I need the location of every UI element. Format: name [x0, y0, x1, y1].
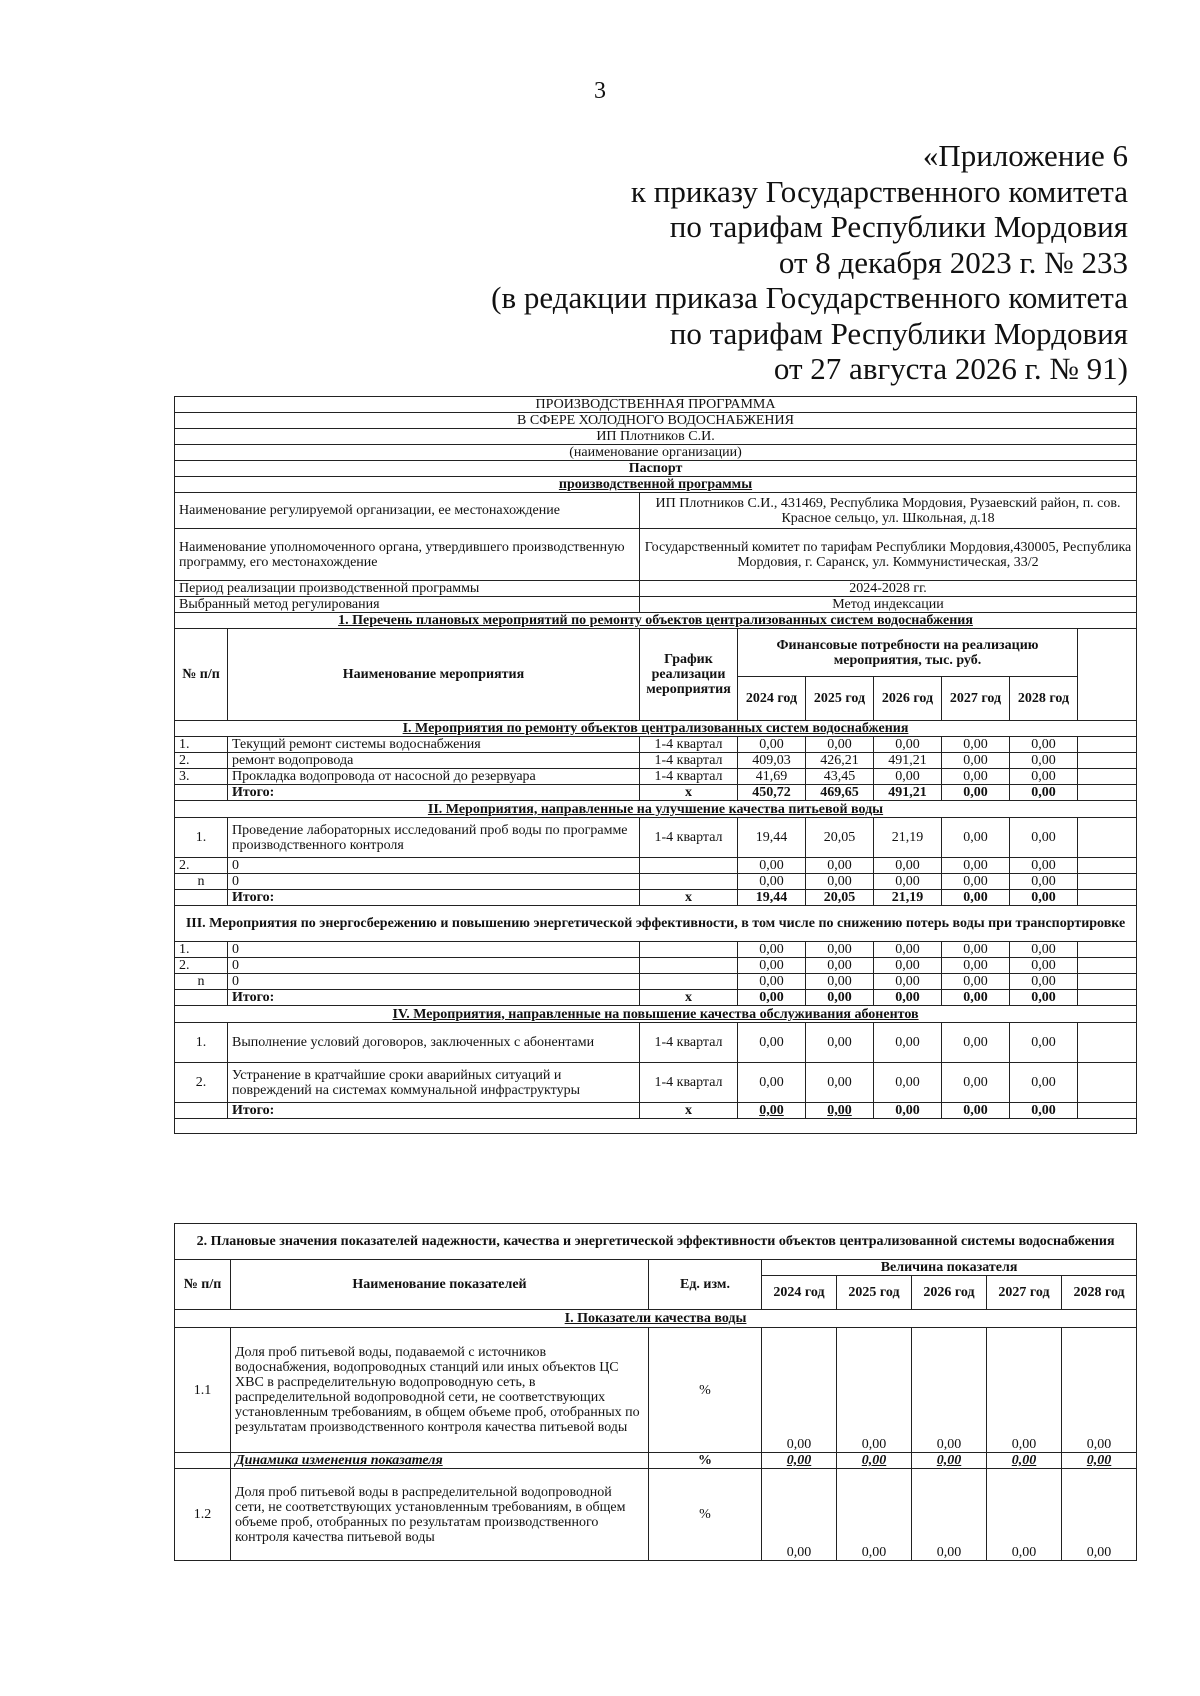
empty-cell	[175, 785, 228, 801]
row-schedule: 1-4 квартал	[640, 818, 738, 858]
col-header-year: 2027 год	[942, 677, 1010, 721]
empty-cell	[1078, 858, 1137, 874]
col-header-year: 2025 год	[806, 677, 874, 721]
passport-org-value: ИП Плотников С.И., 431469, Республика Мордовия, Рузаевский район, п. сов. Красное сельцо, ул. Школьная, д.18	[640, 493, 1137, 529]
total-value: 0,00	[1010, 990, 1078, 1006]
empty-cell	[1078, 942, 1137, 958]
empty-cell	[1078, 737, 1137, 753]
total-schedule: х	[640, 990, 738, 1006]
total-value: 469,65	[806, 785, 874, 801]
row-value: 0,00	[837, 1469, 912, 1561]
col-header-value: Величина показателя	[762, 1260, 1137, 1276]
row-value: 0,00	[874, 1023, 942, 1063]
total-value: 0,00	[942, 785, 1010, 801]
row-value: 0,00	[942, 1063, 1010, 1103]
total-value: 0,00	[874, 1103, 942, 1119]
row-schedule: 1-4 квартал	[640, 1063, 738, 1103]
row-num: 1.	[175, 1023, 228, 1063]
total-schedule: х	[640, 785, 738, 801]
empty-cell	[1078, 1023, 1137, 1063]
empty-cell	[175, 1103, 228, 1119]
passport-period-value: 2024-2028 гг.	[640, 581, 1137, 597]
row-value: 0,00	[942, 958, 1010, 974]
row-value: 0,00	[1010, 858, 1078, 874]
col-header-num: № п/п	[175, 629, 228, 721]
row-name: ремонт водопровода	[228, 753, 640, 769]
total-value: 0,00	[942, 890, 1010, 906]
row-value: 0,00	[874, 737, 942, 753]
row-value: 0,00	[738, 874, 806, 890]
row-value: 21,19	[874, 818, 942, 858]
passport-title: Паспорт	[175, 461, 1137, 477]
appendix-header-line: от 8 декабря 2023 г. № 233	[778, 244, 1128, 280]
section1-title: 1. Перечень плановых мероприятий по ремонту объектов централизованных систем водоснабжения	[175, 613, 1137, 629]
row-schedule	[640, 942, 738, 958]
passport-method-label: Выбранный метод регулирования	[175, 597, 640, 613]
row-value: 0,00	[762, 1328, 837, 1453]
total-value: 450,72	[738, 785, 806, 801]
row-num: 2.	[175, 958, 228, 974]
col-header-fin: Финансовые потребности на реализацию мероприятия, тыс. руб.	[738, 629, 1078, 677]
col-header-unit: Ед. изм.	[649, 1260, 762, 1310]
row-num: 1.	[175, 942, 228, 958]
col-header-year: 2027 год	[987, 1276, 1062, 1310]
total-value: 0,00	[806, 1103, 874, 1119]
dynamics-value: 0,00	[762, 1453, 837, 1469]
row-value: 19,44	[738, 818, 806, 858]
row-value: 0,00	[806, 858, 874, 874]
total-value: 0,00	[942, 990, 1010, 1006]
total-value: 19,44	[738, 890, 806, 906]
row-num: 2.	[175, 753, 228, 769]
empty-cell	[175, 890, 228, 906]
row-name: 0	[228, 958, 640, 974]
row-value: 0,00	[738, 1063, 806, 1103]
row-schedule	[640, 874, 738, 890]
row-value: 41,69	[738, 769, 806, 785]
row-value: 0,00	[1062, 1328, 1137, 1453]
passport-org-label: Наименование регулируемой организации, ее местонахождение	[175, 493, 640, 529]
group-title: I. Показатели качества воды	[175, 1310, 1137, 1328]
col-header-name: Наименование показателей	[231, 1260, 649, 1310]
row-num: 1.	[175, 818, 228, 858]
row-value: 0,00	[806, 737, 874, 753]
row-value: 0,00	[1010, 753, 1078, 769]
row-value: 0,00	[942, 769, 1010, 785]
row-value: 0,00	[942, 974, 1010, 990]
row-name: Доля проб питьевой воды, подаваемой с источников водоснабжения, водопроводных станций или иных объектов ЦС ХВС в распределительную водопроводную сеть, в распределительной водопроводной сети, не соответствующих установленным требованиям, в общем объеме проб, отобранных по результатам производственного контроля качества питьевой воды	[231, 1328, 649, 1453]
total-schedule: х	[640, 1103, 738, 1119]
row-value: 0,00	[1010, 737, 1078, 753]
row-value: 0,00	[1010, 818, 1078, 858]
row-schedule: 1-4 квартал	[640, 769, 738, 785]
row-value: 0,00	[874, 958, 942, 974]
row-value: 0,00	[806, 1063, 874, 1103]
empty-cell	[1078, 974, 1137, 990]
col-header-year: 2024 год	[738, 677, 806, 721]
row-value: 0,00	[762, 1469, 837, 1561]
appendix-header-line: от 27 августа 2026 г. № 91)	[773, 351, 1128, 386]
row-name: 0	[228, 874, 640, 890]
empty-cell	[1078, 1063, 1137, 1103]
empty-cell	[1078, 890, 1137, 906]
row-value: 0,00	[738, 958, 806, 974]
empty-cell	[1078, 769, 1137, 785]
row-name: 0	[228, 942, 640, 958]
passport-authority-value: Государственный комитет по тарифам Республики Мордовия,430005, Республика Мордовия, г. Саранск, ул. Коммунистическая, 33/2	[640, 529, 1137, 581]
empty-cell	[1078, 958, 1137, 974]
row-value: 0,00	[942, 1023, 1010, 1063]
row-value: 0,00	[874, 942, 942, 958]
dynamics-value: 0,00	[987, 1453, 1062, 1469]
empty-cell	[1078, 753, 1137, 769]
production-program-table	[174, 396, 1137, 1134]
row-name: Устранение в кратчайшие сроки аварийных ситуаций и повреждений на системах коммунальной инфраструктуры	[228, 1063, 640, 1103]
dynamics-value: 0,00	[837, 1453, 912, 1469]
total-label: Итого:	[228, 1103, 640, 1119]
row-value: 0,00	[738, 737, 806, 753]
row-value: 0,00	[942, 737, 1010, 753]
col-header-schedule: График реализации мероприятия	[640, 629, 738, 721]
row-value: 0,00	[1010, 1023, 1078, 1063]
row-value: 0,00	[1062, 1469, 1137, 1561]
row-value: 409,03	[738, 753, 806, 769]
row-value: 0,00	[837, 1328, 912, 1453]
row-value: 0,00	[942, 874, 1010, 890]
page-number: 3	[594, 78, 606, 104]
row-num: n	[175, 874, 228, 890]
row-num: 2.	[175, 858, 228, 874]
total-value: 20,05	[806, 890, 874, 906]
row-value: 0,00	[738, 942, 806, 958]
program-subtitle: В СФЕРЕ ХОЛОДНОГО ВОДОСНАБЖЕНИЯ	[175, 413, 1137, 429]
row-schedule	[640, 958, 738, 974]
row-name: Прокладка водопровода от насосной до резервуара	[228, 769, 640, 785]
col-header-name: Наименование мероприятия	[228, 629, 640, 721]
col-header-year: 2026 год	[912, 1276, 987, 1310]
total-value: 0,00	[1010, 785, 1078, 801]
row-value: 0,00	[1010, 769, 1078, 785]
row-value: 0,00	[942, 858, 1010, 874]
appendix-header-line: по тарифам Республики Мордовия	[669, 209, 1128, 244]
row-name: Проведение лабораторных исследований проб воды по программе производственного контроля	[228, 818, 640, 858]
total-label: Итого:	[228, 890, 640, 906]
row-value: 0,00	[942, 818, 1010, 858]
row-value: 0,00	[1010, 874, 1078, 890]
empty-cell	[1078, 629, 1137, 721]
empty-cell	[175, 990, 228, 1006]
row-value: 0,00	[874, 874, 942, 890]
group-title: II. Мероприятия, направленные на улучшение качества питьевой воды	[175, 801, 1137, 818]
total-value: 0,00	[1010, 890, 1078, 906]
empty-cell	[175, 1453, 231, 1469]
row-value: 0,00	[806, 974, 874, 990]
passport-period-label: Период реализации производственной программы	[175, 581, 640, 597]
row-value: 43,45	[806, 769, 874, 785]
row-value: 0,00	[1010, 1063, 1078, 1103]
row-value: 0,00	[806, 942, 874, 958]
passport-authority-label: Наименование уполномоченного органа, утвердившего производственную программу, его местонахождение	[175, 529, 640, 581]
col-header-year: 2028 год	[1062, 1276, 1137, 1310]
group-title: I. Мероприятия по ремонту объектов централизованных систем водоснабжения	[175, 721, 1137, 737]
dynamics-value: 0,00	[912, 1453, 987, 1469]
row-value: 0,00	[874, 974, 942, 990]
empty-cell	[1078, 785, 1137, 801]
program-title: ПРОИЗВОДСТВЕННАЯ ПРОГРАММА	[175, 397, 1137, 413]
total-value: 0,00	[942, 1103, 1010, 1119]
row-value: 0,00	[738, 858, 806, 874]
total-value: 21,19	[874, 890, 942, 906]
row-unit: %	[649, 1328, 762, 1453]
row-value: 0,00	[874, 858, 942, 874]
total-value: 0,00	[806, 990, 874, 1006]
row-value: 0,00	[942, 942, 1010, 958]
row-value: 0,00	[806, 958, 874, 974]
total-label: Итого:	[228, 785, 640, 801]
total-schedule: х	[640, 890, 738, 906]
row-value: 0,00	[806, 874, 874, 890]
row-schedule	[640, 974, 738, 990]
row-schedule: 1-4 квартал	[640, 753, 738, 769]
col-header-year: 2024 год	[762, 1276, 837, 1310]
row-value: 0,00	[874, 1063, 942, 1103]
empty-cell	[1078, 990, 1137, 1006]
row-num: n	[175, 974, 228, 990]
appendix-header-line: (в редакции приказа Государственного комитета	[491, 280, 1128, 315]
indicators-table	[174, 1223, 1137, 1561]
dynamics-value: 0,00	[1062, 1453, 1137, 1469]
group-title: IV. Мероприятия, направленные на повышение качества обслуживания абонентов	[175, 1006, 1137, 1023]
empty-cell	[1078, 818, 1137, 858]
section2-title: 2. Плановые значения показателей надежности, качества и энергетической эффективности объектов централизованной системы водоснабжения	[175, 1224, 1137, 1260]
passport-subtitle: производственной программы	[175, 477, 1137, 493]
row-value: 0,00	[942, 753, 1010, 769]
row-value: 0,00	[912, 1469, 987, 1561]
row-num: 1.2	[175, 1469, 231, 1561]
row-value: 0,00	[806, 1023, 874, 1063]
passport-method-value: Метод индексации	[640, 597, 1137, 613]
organization-name: ИП Плотников С.И.	[175, 429, 1137, 445]
total-value: 0,00	[738, 990, 806, 1006]
row-value: 426,21	[806, 753, 874, 769]
total-value: 0,00	[738, 1103, 806, 1119]
row-schedule: 1-4 квартал	[640, 737, 738, 753]
row-value: 0,00	[1010, 942, 1078, 958]
row-value: 0,00	[987, 1469, 1062, 1561]
row-name: Выполнение условий договоров, заключенных с абонентами	[228, 1023, 640, 1063]
appendix-header-line: по тарифам Республики Мордовия	[669, 315, 1128, 351]
dynamics-label: Динамика изменения показателя	[231, 1453, 649, 1469]
col-header-year: 2026 год	[874, 677, 942, 721]
col-header-year: 2028 год	[1010, 677, 1078, 721]
row-name: 0	[228, 858, 640, 874]
total-label: Итого:	[228, 990, 640, 1006]
empty-cell	[1078, 1103, 1137, 1119]
row-value: 0,00	[738, 974, 806, 990]
col-header-year: 2025 год	[837, 1276, 912, 1310]
row-num: 1.	[175, 737, 228, 753]
appendix-header-line: к приказу Государственного комитета	[630, 173, 1128, 209]
row-num: 1.1	[175, 1328, 231, 1453]
row-num: 3.	[175, 769, 228, 785]
row-schedule: 1-4 квартал	[640, 1023, 738, 1063]
row-value: 0,00	[912, 1328, 987, 1453]
row-value: 0,00	[1010, 958, 1078, 974]
row-name: 0	[228, 974, 640, 990]
row-name: Доля проб питьевой воды в распределительной водопроводной сети, не соответствующих установленным требованиям, в общем объеме проб, отобранных по результатам производственного контроля качества питьевой воды	[231, 1469, 649, 1561]
row-unit: %	[649, 1469, 762, 1561]
row-value: 0,00	[1010, 974, 1078, 990]
organization-caption: (наименование организации)	[175, 445, 1137, 461]
row-value: 0,00	[874, 769, 942, 785]
row-num: 2.	[175, 1063, 228, 1103]
row-value: 491,21	[874, 753, 942, 769]
total-value: 0,00	[874, 990, 942, 1006]
row-value: 0,00	[987, 1328, 1062, 1453]
empty-cell	[1078, 874, 1137, 890]
row-value: 20,05	[806, 818, 874, 858]
row-value: 0,00	[738, 1023, 806, 1063]
group-title: III. Мероприятия по энергосбережению и повышению энергетической эффективности, в том числе по снижению потерь воды при транспортировке	[175, 906, 1137, 942]
appendix-header-line: «Приложение 6	[922, 138, 1128, 173]
dynamics-unit: %	[649, 1453, 762, 1469]
col-header-num: № п/п	[175, 1260, 231, 1310]
total-value: 0,00	[1010, 1103, 1078, 1119]
total-value: 491,21	[874, 785, 942, 801]
row-schedule	[640, 858, 738, 874]
row-name: Текущий ремонт системы водоснабжения	[228, 737, 640, 753]
appendix-header	[491, 138, 1128, 387]
empty-row	[175, 1119, 1137, 1134]
